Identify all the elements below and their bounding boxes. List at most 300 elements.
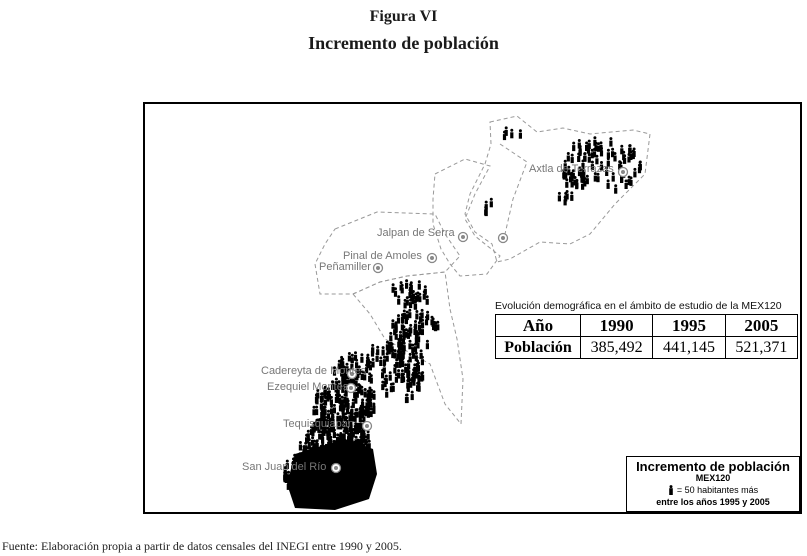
person-symbol-body (348, 356, 351, 362)
person-symbol-body (364, 439, 367, 445)
person-symbol-head (639, 161, 642, 164)
person-symbol-body (419, 316, 422, 322)
person-symbol-head (355, 359, 358, 362)
person-symbol-head (304, 447, 307, 450)
place-label-penamiller: Peñamiller (319, 261, 371, 273)
person-symbol-body (571, 182, 574, 188)
person-symbol-head (409, 340, 412, 343)
person-symbol-body (583, 156, 586, 162)
person-symbol-body (403, 313, 406, 319)
person-symbol-head (418, 382, 421, 385)
person-symbol-head (415, 292, 418, 295)
person-symbol-body (572, 145, 575, 151)
person-symbol-head (410, 281, 413, 284)
person-symbol-body (575, 182, 578, 188)
person-symbol-head (421, 326, 424, 329)
person-symbol-head (420, 349, 423, 352)
person-symbol-body (398, 362, 401, 368)
person-symbol-head (503, 131, 506, 134)
person-symbol-body (397, 299, 400, 305)
person-symbol-body (426, 343, 429, 349)
person-symbol-head (402, 373, 405, 376)
person-symbol-body (326, 396, 329, 402)
person-symbol-body (409, 356, 412, 362)
person-symbol-body (389, 375, 392, 381)
person-symbol-body (354, 426, 357, 432)
person-symbol-head (409, 324, 412, 327)
person-symbol-head (376, 352, 379, 355)
person-symbol-head (421, 309, 424, 312)
value-1990: 385,492 (581, 337, 653, 359)
person-symbol-body (351, 357, 354, 363)
person-symbol-head (329, 436, 332, 439)
person-symbol-head (407, 367, 410, 370)
person-symbol-body (397, 342, 400, 348)
person-symbol-head (360, 353, 363, 356)
person-symbol-body (405, 397, 408, 403)
person-symbol-body (411, 347, 414, 353)
legend-title: Incremento de población (636, 459, 790, 474)
person-symbol-head (417, 362, 420, 365)
place-label-cadereyta: Cadereyta de Montes (261, 365, 367, 377)
person-symbol-body (368, 398, 371, 404)
legend-period: entre los años 1995 y 2005 (656, 497, 770, 507)
person-symbol-body (629, 148, 632, 154)
person-symbol-head (353, 380, 356, 383)
person-symbol-head (389, 339, 392, 342)
person-symbol-body (627, 157, 630, 163)
boundary-inner (500, 144, 527, 234)
person-symbol-head (285, 474, 288, 477)
person-symbol-head (315, 394, 318, 397)
person-symbol-head (586, 175, 589, 178)
person-symbol-head (625, 180, 628, 183)
person-symbol-head (432, 321, 435, 324)
person-symbol-head (591, 149, 594, 152)
person-symbol-head (306, 434, 309, 437)
person-symbol-head (347, 399, 350, 402)
person-symbol-body (409, 302, 412, 308)
person-symbol-head (421, 356, 424, 359)
person-symbol-body (395, 362, 398, 368)
person-symbol-head (340, 356, 343, 359)
person-symbol-head (405, 394, 408, 397)
person-symbol-head (400, 338, 403, 341)
person-symbol-head (354, 422, 357, 425)
person-symbol-head (391, 319, 394, 322)
person-symbol-body (591, 152, 594, 158)
place-marker-dot (430, 256, 434, 260)
person-symbol-head (395, 323, 398, 326)
person-symbol-head (614, 152, 617, 155)
person-symbol-head (359, 407, 362, 410)
person-symbol-body (596, 176, 599, 182)
person-symbol-head (421, 371, 424, 374)
person-symbol-head (379, 357, 382, 360)
person-symbol-head (392, 283, 395, 286)
table-row-population (496, 337, 798, 359)
person-icon (668, 485, 674, 495)
person-symbol-head (426, 311, 429, 314)
person-symbol-head (313, 440, 316, 443)
map-frame (143, 102, 802, 514)
person-symbol-head (403, 330, 406, 333)
person-symbol-head (597, 142, 600, 145)
person-symbol-head (623, 154, 626, 157)
person-symbol-head (360, 386, 363, 389)
person-symbol-body (425, 319, 428, 325)
person-symbol-head (404, 363, 407, 366)
person-symbol-body (432, 324, 435, 330)
person-symbol-body (406, 300, 409, 306)
person-symbol-body (360, 357, 363, 363)
place-label-axtla: Axtla de Terrazas (529, 163, 614, 175)
person-symbol-body (566, 194, 569, 200)
person-symbol-body (409, 327, 412, 333)
person-symbol-head (397, 314, 400, 317)
person-symbol-body (388, 345, 391, 351)
person-symbol-head (356, 388, 359, 391)
person-symbol-head (558, 192, 561, 195)
person-symbol-body (614, 188, 617, 194)
person-symbol-body (395, 377, 398, 383)
person-symbol-head (351, 437, 354, 440)
person-symbol-head (633, 168, 636, 171)
population-table (495, 314, 798, 359)
person-symbol-head (577, 153, 580, 156)
person-symbol-head (572, 142, 575, 145)
person-symbol-head (415, 352, 418, 355)
person-symbol-body (370, 378, 373, 384)
person-symbol-head (426, 295, 429, 298)
person-symbol-head (485, 201, 488, 204)
person-symbol-body (359, 410, 362, 416)
source-note: Fuente: Elaboración propia a partir de datos censales del INEGI entre 1990 y 2005. (2, 539, 402, 553)
value-1995: 441,145 (653, 337, 725, 359)
person-symbol-head (397, 295, 400, 298)
person-symbol-head (328, 433, 331, 436)
person-symbol-head (431, 316, 434, 319)
person-symbol-head (388, 342, 391, 345)
person-symbol-body (321, 396, 324, 402)
person-symbol-body (503, 134, 506, 140)
person-symbol-head (411, 391, 414, 394)
person-symbol-head (395, 358, 398, 361)
person-symbol-body (577, 156, 580, 162)
place-label-ezequiel: Ezequiel Montes (267, 381, 349, 393)
person-symbol-head (364, 388, 367, 391)
person-symbol-body (412, 353, 415, 359)
person-symbol-body (421, 375, 424, 381)
person-symbol-body (625, 183, 628, 189)
person-symbol-body (335, 397, 338, 403)
person-symbol-head (341, 377, 344, 380)
person-symbol-head (391, 343, 394, 346)
person-symbol-head (347, 433, 350, 436)
person-symbol-head (351, 354, 354, 357)
person-symbol-body (311, 430, 314, 436)
header-1995: 1995 (653, 315, 725, 337)
person-symbol-body (405, 283, 408, 289)
person-symbol-head (389, 371, 392, 374)
person-symbol-body (613, 156, 616, 162)
person-symbol-body (403, 334, 406, 340)
person-symbol-head (505, 126, 508, 129)
person-symbol-body (322, 406, 325, 412)
person-symbol-head (401, 321, 404, 324)
person-symbol-head (607, 157, 610, 160)
person-symbol-body (414, 324, 417, 330)
person-symbol-body (586, 178, 589, 184)
person-symbol-head (600, 141, 603, 144)
person-symbol-body (357, 427, 360, 433)
row-label-population: Población (496, 337, 581, 359)
person-symbol-head (609, 137, 612, 140)
person-symbol-head (383, 364, 386, 367)
person-symbol-body (393, 368, 396, 374)
person-symbol-body (397, 352, 400, 358)
person-symbol-head (423, 290, 426, 293)
person-symbol-body (418, 296, 421, 302)
person-symbol-head (570, 191, 573, 194)
person-symbol-body (620, 176, 623, 182)
person-symbol-body (570, 175, 573, 181)
person-symbol-head (409, 299, 412, 302)
person-symbol-head (607, 149, 610, 152)
place-label-tequisquiapan: Tequisquiapan (283, 418, 354, 430)
person-symbol-body (415, 314, 418, 320)
person-symbol-head (372, 358, 375, 361)
person-symbol-head (620, 145, 623, 148)
person-symbol-head (372, 403, 375, 406)
person-symbol-body (401, 361, 404, 367)
person-symbol-body (366, 357, 369, 363)
header-year: Año (496, 315, 581, 337)
value-2005: 521,371 (725, 337, 797, 359)
figure-label: Figura VI (369, 8, 438, 25)
person-symbol-body (519, 133, 522, 139)
person-symbol-body (423, 294, 426, 300)
person-symbol-body (383, 367, 386, 373)
person-symbol-body (354, 398, 357, 404)
person-symbol-body (629, 180, 632, 186)
person-symbol-head (344, 393, 347, 396)
person-symbol-head (403, 310, 406, 313)
person-symbol-body (607, 183, 610, 189)
person-symbol-head (338, 394, 341, 397)
person-symbol-head (340, 434, 343, 437)
person-symbol-head (619, 161, 622, 164)
person-symbol-body (421, 329, 424, 335)
person-symbol-head (415, 310, 418, 313)
person-symbol-body (382, 350, 385, 356)
person-symbol-head (575, 179, 578, 182)
person-symbol-head (600, 147, 603, 150)
person-symbol-head (425, 316, 428, 319)
person-symbol-body (315, 397, 318, 403)
person-symbol-head (384, 378, 387, 381)
person-symbol-body (580, 177, 583, 183)
person-symbol-head (382, 346, 385, 349)
person-symbol-body (485, 210, 488, 216)
person-symbol-body (362, 433, 365, 439)
person-symbol-head (406, 296, 409, 299)
person-symbol-head (436, 321, 439, 324)
person-symbol-head (398, 358, 401, 361)
place-marker-dot (376, 266, 380, 270)
person-symbol-head (370, 408, 373, 411)
person-symbol-head (318, 430, 321, 433)
header-1990: 1990 (581, 315, 653, 337)
person-symbol-head (307, 430, 310, 433)
person-symbol-body (633, 151, 636, 157)
person-symbol-head (327, 410, 330, 413)
person-symbol-body (623, 158, 626, 164)
person-symbol-head (385, 388, 388, 391)
person-symbol-head (390, 383, 393, 386)
person-symbol-body (490, 201, 493, 207)
person-symbol-body (354, 412, 357, 418)
person-symbol-head (330, 405, 333, 408)
person-symbol-body (418, 386, 421, 392)
person-symbol-head (638, 164, 641, 167)
person-symbol-body (412, 372, 415, 378)
person-symbol-head (409, 353, 412, 356)
header-2005: 2005 (725, 315, 797, 337)
person-symbol-head (419, 313, 422, 316)
person-symbol-body (397, 318, 400, 324)
person-symbol-head (355, 436, 358, 439)
person-symbol-body (609, 141, 612, 147)
person-symbol-body (418, 284, 421, 290)
person-symbol-head (414, 300, 417, 303)
person-symbol-body (565, 182, 568, 188)
place-marker-dot (621, 170, 625, 174)
person-symbol-head (588, 153, 591, 156)
person-symbol-head (426, 340, 429, 343)
place-marker-dot (461, 235, 465, 239)
person-symbol-head (418, 280, 421, 283)
person-symbol-head (304, 442, 307, 445)
person-symbol-head (411, 295, 414, 298)
person-symbol-body (367, 408, 370, 414)
person-symbol-body (391, 323, 394, 329)
person-symbol-head (389, 332, 392, 335)
person-symbol-head (593, 136, 596, 139)
person-symbol-body (597, 146, 600, 152)
person-symbol-body (391, 352, 394, 358)
person-symbol-body (558, 195, 561, 201)
place-marker-dot (334, 466, 338, 470)
boundary-center (433, 159, 500, 276)
person-symbol-head (410, 291, 413, 294)
person-symbol-head (355, 408, 358, 411)
person-symbol-body (392, 287, 395, 293)
person-symbol-head (519, 129, 522, 132)
person-symbol-head (566, 190, 569, 193)
person-symbol-body (395, 326, 398, 332)
person-symbol-body (410, 285, 413, 291)
person-symbol-body (285, 477, 288, 483)
person-symbol-head (383, 356, 386, 359)
person-symbol-head (341, 402, 344, 405)
person-symbol-head (405, 279, 408, 282)
person-symbol-head (299, 441, 302, 444)
place-label-jalpan: Jalpan de Serra (377, 227, 455, 239)
person-symbol-head (333, 404, 336, 407)
person-symbol-head (361, 401, 364, 404)
person-symbol-head (416, 331, 419, 334)
person-symbol-head (424, 285, 427, 288)
person-symbol-head (408, 309, 411, 312)
place-marker-dot (501, 236, 505, 240)
person-symbol-body (407, 370, 410, 376)
person-symbol-body (426, 299, 429, 305)
person-symbol-head (401, 358, 404, 361)
person-symbol-head (607, 179, 610, 182)
person-symbol-head (311, 436, 314, 439)
person-symbol-head (322, 402, 325, 405)
person-symbol-head (402, 349, 405, 352)
person-symbol-body (360, 389, 363, 395)
person-symbol-head (400, 281, 403, 284)
person-symbol-body (379, 360, 382, 366)
map-legend (626, 456, 800, 512)
person-symbol-body (371, 347, 374, 353)
figure-title: Incremento de población (308, 33, 499, 53)
person-symbol-head (327, 430, 330, 433)
person-symbol-body (395, 334, 398, 340)
person-symbol-head (336, 412, 339, 415)
person-symbol-head (398, 349, 401, 352)
person-symbol-head (344, 412, 347, 415)
person-symbol-head (571, 154, 574, 157)
person-symbol-body (376, 356, 379, 362)
legend-symbol-row (627, 485, 799, 495)
person-symbol-body (415, 335, 418, 341)
person-symbol-head (357, 440, 360, 443)
person-symbol-head (371, 344, 374, 347)
person-symbol-head (402, 345, 405, 348)
person-symbol-head (630, 176, 633, 179)
person-symbol-head (412, 368, 415, 371)
person-symbol-body (588, 143, 591, 149)
person-symbol-body (364, 409, 367, 415)
person-symbol-body (390, 386, 393, 392)
person-symbol-head (354, 394, 357, 397)
person-symbol-body (408, 343, 411, 349)
person-symbol-body (401, 324, 404, 330)
person-symbol-head (357, 424, 360, 427)
person-symbol-body (364, 392, 367, 398)
person-symbol-body (400, 285, 403, 291)
person-symbol-body (402, 376, 405, 382)
person-symbol-head (395, 373, 398, 376)
person-symbol-head (411, 344, 414, 347)
person-symbol-body (367, 434, 370, 440)
person-symbol-head (364, 406, 367, 409)
person-symbol-body (510, 132, 513, 138)
person-symbol-head (313, 406, 316, 409)
person-symbol-head (316, 439, 319, 442)
place-label-san-juan: San Juan del Río (242, 461, 327, 473)
person-symbol-body (418, 325, 421, 331)
person-symbol-head (403, 342, 406, 345)
person-symbol-head (376, 346, 379, 349)
person-symbol-head (370, 389, 373, 392)
legend-symbol-text: = 50 habitantes más (676, 485, 759, 495)
person-symbol-body (333, 432, 336, 438)
